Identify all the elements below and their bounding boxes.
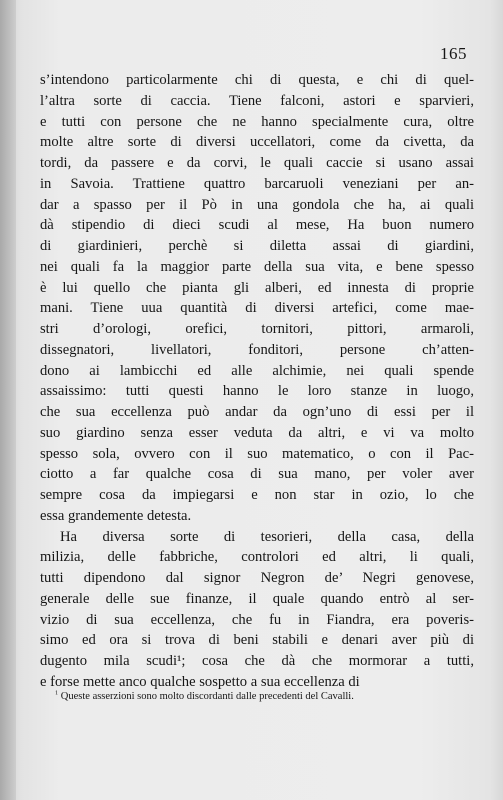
- text-line: tutti dipendono dal signor Negron de’ Negri genovese,: [40, 570, 474, 586]
- text-line: dar a spasso per il Pò in una gondola che ha, ai quali: [40, 196, 474, 213]
- footnote-text: Queste asserzioni sono molto discordanti dalle precedenti del Cavalli.: [60, 691, 354, 702]
- paragraph: [40, 527, 474, 693]
- text-line: simo ed ora si trova di beni stabili e denari aver più di: [40, 632, 474, 649]
- page-spine-shadow: [0, 0, 16, 800]
- text-line: mani. Tiene uua quantità di diversi artefici, come mae-: [40, 300, 474, 317]
- text-line: suo giardino senza esser veduta da altri, e vi va molto: [40, 424, 474, 441]
- text-line: che sua eccellenza può andar da ogn’uno di essi per il: [40, 404, 474, 420]
- text-line: generale delle sue finanze, il quale quando entrò al ser-: [40, 590, 474, 607]
- text-line: molte altre sorte di diversi uccellatori, come da civetta, da: [40, 134, 474, 151]
- text-line: nei quali fa la maggior parte della sua vita, e bene spesso: [40, 258, 474, 275]
- text-line: tordi, da passere e da corvi, le quali caccie si usano assai: [40, 155, 474, 171]
- text-line: dugento mila scudi¹; cosa che dà che mormorar a tutti,: [40, 653, 474, 669]
- text-line: dissegnatori, livellatori, fonditori, persone ch’atten-: [40, 341, 474, 358]
- text-line: sempre cosa da impiegarsi e non star in ozio, lo che: [40, 487, 474, 503]
- text-line: stri d’orologi, orefici, tornitori, pittori, armaroli,: [40, 321, 474, 337]
- paragraph: [40, 70, 474, 527]
- text-line: e tutti con persone che ne hanno specialmente cura, oltre: [40, 113, 474, 130]
- text-line: assaissimo: tutti questi hanno le loro stanze in luogo,: [40, 383, 474, 400]
- text-line: Ha diversa sorte di tesorieri, della casa, della: [60, 528, 474, 545]
- text-line: ciotto a far qualche cosa di sua mano, per voler aver: [40, 466, 474, 483]
- page-number: 165: [440, 44, 467, 63]
- text-line: dono ai lambicchi ed alle alchimie, nei quali spende: [40, 362, 474, 379]
- text-line: spesso sola, ovvero con il suo matematico, o con il Pac-: [40, 445, 474, 462]
- text-line: dà stipendio di dieci scudi al mese, Ha buon numero: [40, 217, 474, 234]
- text-line: e forse mette anco qualche sospetto a sua eccellenza di: [40, 673, 360, 690]
- footnote-mark: 1: [55, 689, 59, 697]
- text-line: s’intendono particolarmente chi di questa, e chi di quel-: [40, 72, 474, 88]
- text-line: di giardinieri, perchè si diletta assai di giardini,: [40, 238, 474, 254]
- text-line: l’altra sorte di caccia. Tiene falconi, astori e sparvieri,: [40, 92, 474, 109]
- footnote: [55, 691, 475, 702]
- text-line: in Savoia. Trattiene quattro barcaruoli veneziani per an-: [40, 175, 474, 192]
- text-line: essa grandemente detesta.: [40, 507, 192, 524]
- body-text: [40, 70, 474, 693]
- text-line: è lui quello che pianta gli alberi, ed innesta di proprie: [40, 279, 474, 296]
- text-line: milizia, delle fabbriche, controlori ed altri, li quali,: [40, 549, 474, 566]
- text-line: vizio di sua eccellenza, che fu in Fiandra, era poveris-: [40, 611, 474, 628]
